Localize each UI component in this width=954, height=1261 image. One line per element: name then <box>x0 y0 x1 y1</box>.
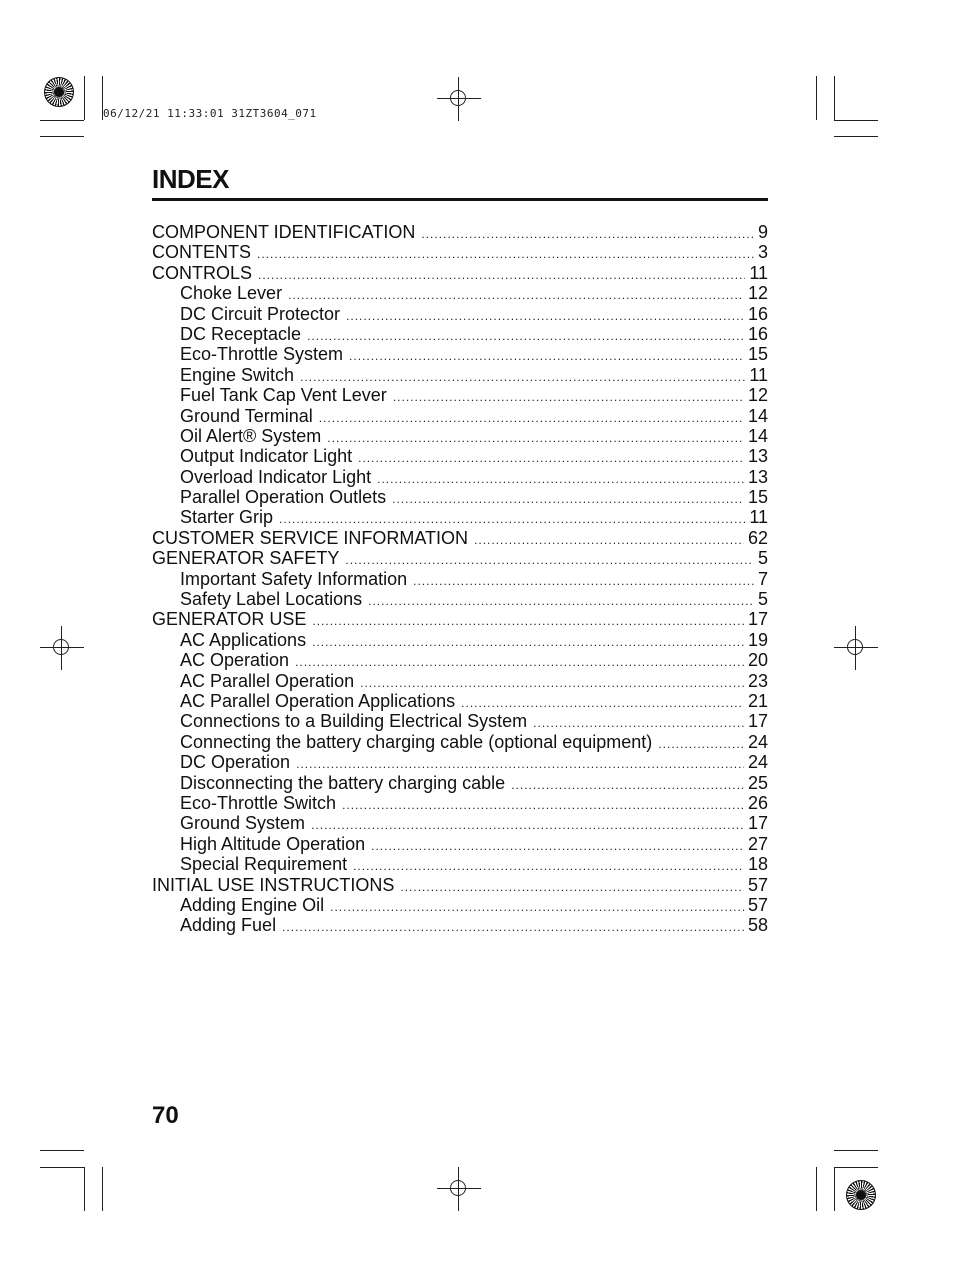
index-entry-page: 14 <box>747 405 768 426</box>
index-entry-label: CUSTOMER SERVICE INFORMATION <box>152 527 469 548</box>
index-subentry <box>152 446 768 466</box>
crop-mark <box>834 1150 878 1151</box>
index-entry-page: 17 <box>747 609 768 630</box>
index-entry-page: 21 <box>747 690 768 711</box>
crop-mark <box>40 1150 84 1151</box>
dot-leader <box>400 877 744 895</box>
index-entry <box>152 609 768 629</box>
index-entry-label: Connecting the battery charging cable (optional equipment) <box>180 731 653 752</box>
dot-leader <box>358 448 744 466</box>
index-entry-label: Adding Fuel <box>180 915 277 936</box>
dot-leader <box>371 836 744 854</box>
index-subentry <box>152 691 768 711</box>
index-entry-label: AC Operation <box>180 650 290 671</box>
index-entry-page: 11 <box>749 507 768 528</box>
index-entry-page: 19 <box>747 629 768 650</box>
index-entry-label: Eco-Throttle System <box>180 344 344 365</box>
dot-leader <box>311 815 744 833</box>
index-subentry <box>152 385 768 405</box>
dot-leader <box>346 306 744 324</box>
crosshair-mark-icon <box>834 626 878 670</box>
index-entry-page: 5 <box>757 589 768 610</box>
index-entry-page: 18 <box>747 854 768 875</box>
index-subentry <box>152 650 768 670</box>
crop-mark <box>834 1167 878 1168</box>
index-entry-page: 58 <box>747 915 768 936</box>
index-subentry <box>152 813 768 833</box>
index-entry-page: 13 <box>747 446 768 467</box>
registration-mark-icon <box>44 77 74 107</box>
index-entry-label: Connections to a Building Electrical System <box>180 711 528 732</box>
index-subentry <box>152 834 768 854</box>
index-subentry <box>152 283 768 303</box>
index-entry <box>152 263 768 283</box>
index-entry-label: DC Receptacle <box>180 323 302 344</box>
index-subentry <box>152 711 768 731</box>
index-subentry <box>152 854 768 874</box>
dot-leader <box>296 754 744 772</box>
index-entry-page: 62 <box>747 527 768 548</box>
index-entry-page: 16 <box>747 323 768 344</box>
index-entry-label: Overload Indicator Light <box>180 466 372 487</box>
dot-leader <box>342 795 744 813</box>
index-subentry <box>152 487 768 507</box>
crosshair-mark-icon <box>40 626 84 670</box>
crop-mark <box>84 76 85 120</box>
page-number: 70 <box>152 1102 179 1129</box>
index-subentry <box>152 507 768 527</box>
index-entry-page: 9 <box>757 222 768 242</box>
dot-leader <box>327 428 744 446</box>
index-entry-page: 20 <box>747 650 768 671</box>
index-entry-label: Oil Alert® System <box>180 425 322 446</box>
index-subentry <box>152 630 768 650</box>
index-subentry <box>152 773 768 793</box>
index-subentry <box>152 467 768 487</box>
dot-leader <box>330 897 744 915</box>
index-entry-label: COMPONENT IDENTIFICATION <box>152 222 416 242</box>
index-subentry <box>152 915 768 935</box>
index-entry-label: Fuel Tank Cap Vent Lever <box>180 385 387 406</box>
dot-leader <box>349 346 744 364</box>
index-entry-page: 7 <box>757 568 768 589</box>
index-entry-page: 13 <box>747 466 768 487</box>
index-entry-page: 11 <box>749 262 768 283</box>
crop-mark <box>40 136 84 137</box>
index-entry-page: 57 <box>747 874 768 895</box>
index-subentry <box>152 344 768 364</box>
dot-leader <box>307 326 744 344</box>
index-entry-label: AC Parallel Operation Applications <box>180 690 456 711</box>
index-entry-label: Ground System <box>180 813 306 834</box>
index-entry-label: GENERATOR USE <box>152 609 307 630</box>
dot-leader <box>658 734 744 752</box>
index-entry <box>152 528 768 548</box>
index-entry-label: Ground Terminal <box>180 405 313 426</box>
crop-mark <box>40 1167 84 1168</box>
index-entry-page: 3 <box>757 242 768 263</box>
index-entry-page: 5 <box>757 548 768 569</box>
index-subentry <box>152 569 768 589</box>
index-entry-label: DC Circuit Protector <box>180 303 341 324</box>
crop-mark <box>84 1167 85 1211</box>
index-entry-label: Engine Switch <box>180 364 295 385</box>
index-entry-page: 23 <box>747 670 768 691</box>
dot-leader <box>279 509 745 527</box>
dot-leader <box>282 917 744 935</box>
index-entry-page: 26 <box>747 792 768 813</box>
index-entry-page: 24 <box>747 731 768 752</box>
dot-leader <box>461 693 744 711</box>
index-entry-page: 14 <box>747 425 768 446</box>
index-entry-label: High Altitude Operation <box>180 833 366 854</box>
crosshair-mark-icon <box>437 77 481 121</box>
index-entry-label: CONTENTS <box>152 242 251 263</box>
crop-mark <box>834 1167 835 1211</box>
index-entry-label: Parallel Operation Outlets <box>180 487 387 508</box>
dot-leader <box>421 224 754 242</box>
dot-leader <box>413 571 754 589</box>
crop-mark <box>102 1167 103 1211</box>
index-subentry <box>152 304 768 324</box>
index-subentry <box>152 365 768 385</box>
crop-mark <box>40 120 84 121</box>
crosshair-mark-icon <box>437 1167 481 1211</box>
index-entry-label: Choke Lever <box>180 283 283 304</box>
index-entry-label: Output Indicator Light <box>180 446 353 467</box>
dot-leader <box>360 673 744 691</box>
index-entry-label: GENERATOR SAFETY <box>152 548 340 569</box>
index-entry-page: 11 <box>749 364 768 385</box>
index-entry-page: 17 <box>747 813 768 834</box>
crop-mark <box>834 120 878 121</box>
dot-leader <box>257 244 754 262</box>
index-subentry <box>152 324 768 344</box>
index-entry-page: 15 <box>747 487 768 508</box>
dot-leader <box>393 387 744 405</box>
index-entry-label: CONTROLS <box>152 262 253 283</box>
index-entry-page: 12 <box>747 385 768 406</box>
index-entry-page: 17 <box>747 711 768 732</box>
index-entry-label: INITIAL USE INSTRUCTIONS <box>152 874 395 895</box>
index-entry-label: Starter Grip <box>180 507 274 528</box>
crop-mark <box>834 76 835 120</box>
dot-leader <box>353 856 744 874</box>
index-subentry <box>152 732 768 752</box>
index-subentry <box>152 671 768 691</box>
dot-leader <box>258 265 745 283</box>
index-subentry <box>152 793 768 813</box>
index-entry-page: 25 <box>747 772 768 793</box>
dot-leader <box>345 550 754 568</box>
index-entry-label: Disconnecting the battery charging cable <box>180 772 506 793</box>
index-subentry <box>152 895 768 915</box>
index-subentry <box>152 406 768 426</box>
dot-leader <box>295 652 744 670</box>
index-entry-label: Special Requirement <box>180 854 348 875</box>
index-entry-page: 27 <box>747 833 768 854</box>
crop-mark <box>816 76 817 120</box>
page-title: INDEX <box>152 164 229 194</box>
title-rule <box>152 198 768 201</box>
dot-leader <box>392 489 744 507</box>
index-entry-label: DC Operation <box>180 752 291 773</box>
index-entry <box>152 875 768 895</box>
index-entry <box>152 242 768 262</box>
dot-leader <box>312 611 744 629</box>
dot-leader <box>474 530 744 548</box>
index-entry-label: Eco-Throttle Switch <box>180 792 337 813</box>
index-entry-label: Important Safety Information <box>180 568 408 589</box>
index-entry-label: AC Applications <box>180 629 307 650</box>
crop-mark <box>834 136 878 137</box>
registration-mark-icon <box>846 1180 876 1210</box>
index-subentry <box>152 589 768 609</box>
dot-leader <box>312 632 744 650</box>
index-entry <box>152 222 768 242</box>
crop-mark <box>816 1167 817 1211</box>
index-list <box>152 222 768 936</box>
index-entry-page: 15 <box>747 344 768 365</box>
dot-leader <box>377 469 744 487</box>
index-entry-label: Safety Label Locations <box>180 589 363 610</box>
dot-leader <box>368 591 754 609</box>
print-stamp: 06/12/21 11:33:01 31ZT3604_071 <box>103 107 317 120</box>
dot-leader <box>300 367 745 385</box>
index-entry-page: 57 <box>747 894 768 915</box>
index-entry-page: 12 <box>747 283 768 304</box>
dot-leader <box>288 285 744 303</box>
index-subentry <box>152 426 768 446</box>
index-entry-label: Adding Engine Oil <box>180 894 325 915</box>
dot-leader <box>533 713 744 731</box>
index-entry <box>152 548 768 568</box>
index-entry-page: 16 <box>747 303 768 324</box>
index-subentry <box>152 752 768 772</box>
index-entry-page: 24 <box>747 752 768 773</box>
dot-leader <box>319 408 744 426</box>
dot-leader <box>511 775 744 793</box>
index-entry-label: AC Parallel Operation <box>180 670 355 691</box>
